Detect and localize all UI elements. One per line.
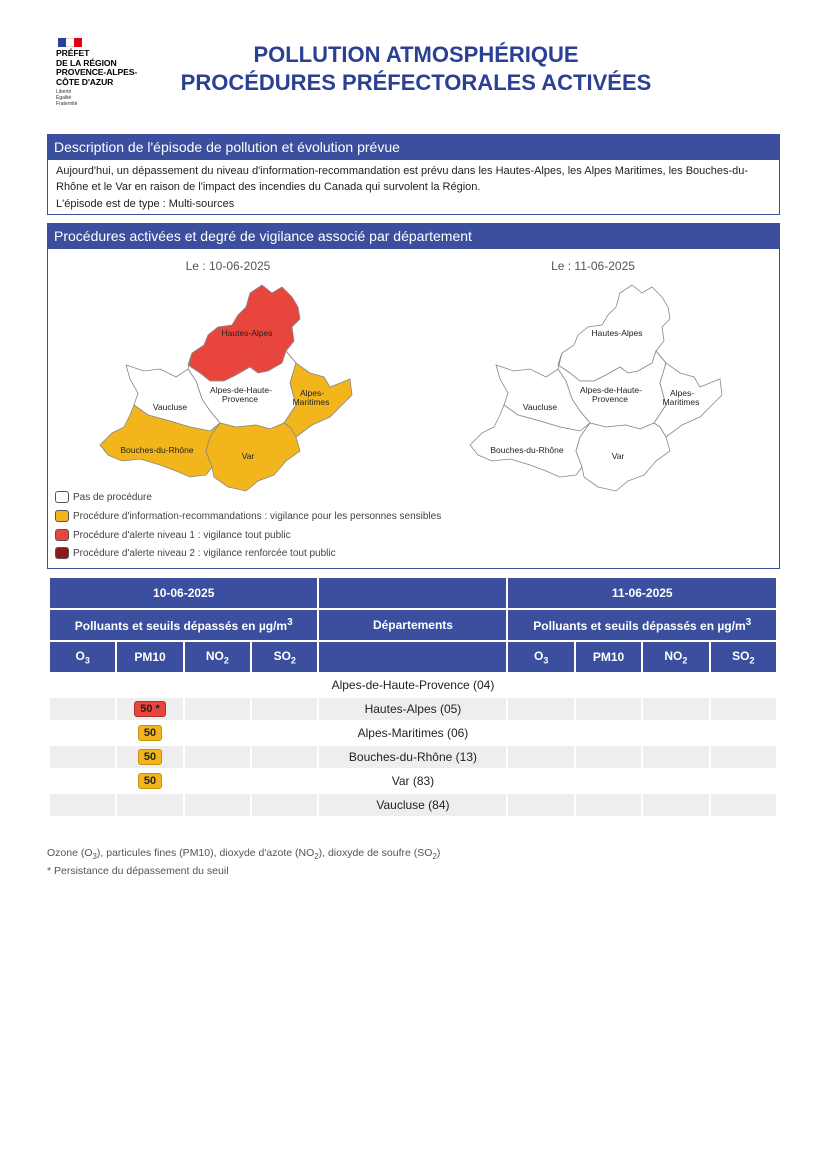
logo-line: CÔTE D'AZUR <box>56 76 114 87</box>
description-body <box>48 160 779 212</box>
col-label: O <box>75 648 85 663</box>
table-cell <box>508 698 573 720</box>
legend-item-info <box>55 508 441 524</box>
table-cell <box>508 746 573 768</box>
threshold-badge: 50 <box>138 773 162 789</box>
department-cell: Bouches-du-Rhône (13) <box>319 746 506 768</box>
legend-label: Procédure d'alerte niveau 1 : vigilance tout public <box>73 529 291 541</box>
table-row <box>50 698 776 720</box>
pollutants-header-text: Polluants et seuils dépassés en µg/m <box>74 619 288 633</box>
table-cell <box>643 722 708 744</box>
label-hautes-alpes: Hautes-Alpes <box>221 328 273 338</box>
date-header-left: 10-06-2025 <box>50 578 317 608</box>
pollutants-header-right <box>508 610 776 640</box>
col-label: PM10 <box>134 650 166 664</box>
departments-header: Départements <box>319 610 506 640</box>
col-label: SO <box>273 648 291 663</box>
label-hautes-alpes: Hautes-Alpes <box>591 328 643 338</box>
episode-type: L'épisode est de type : Multi-sources <box>56 198 235 210</box>
logo-line: PRÉFET <box>56 48 90 58</box>
foot-part: Ozone (O <box>47 847 93 859</box>
col-sub: 2 <box>290 655 296 666</box>
table-cell <box>711 698 776 720</box>
table-cell <box>50 746 115 768</box>
table-cell <box>185 746 250 768</box>
flag-red <box>74 38 82 47</box>
label-var: Var <box>611 451 625 461</box>
label-alpes-maritimes-2: Maritimes <box>292 397 330 407</box>
table-cell <box>117 746 182 768</box>
table-cell <box>643 674 708 696</box>
col-pm10 <box>576 642 641 672</box>
logo-line: DE LA RÉGION <box>56 57 117 68</box>
logo-motto <box>56 89 77 107</box>
col-sub: 2 <box>223 655 229 666</box>
table-cell <box>185 674 250 696</box>
table-row <box>50 746 776 768</box>
table-cell <box>643 746 708 768</box>
table-cell <box>576 770 641 792</box>
table-cell <box>576 746 641 768</box>
label-alpes-de-haute-provence-2: Provence <box>222 394 258 404</box>
legend-swatch <box>55 547 69 559</box>
table-cell <box>185 770 250 792</box>
flag-white <box>66 38 74 47</box>
pollutant-legend <box>47 846 440 864</box>
table-cell <box>508 722 573 744</box>
map-10-06 <box>60 255 400 500</box>
table-cell <box>576 674 641 696</box>
table-cell <box>117 794 182 816</box>
col-label: SO <box>732 648 750 663</box>
pollutants-header-sup: 3 <box>745 617 752 628</box>
label-alpes-maritimes-2: Maritimes <box>662 397 700 407</box>
col-sub: 3 <box>543 655 549 666</box>
table-row <box>50 770 776 792</box>
label-alpes-de-haute-provence-2: Provence <box>592 394 628 404</box>
department-cell: Var (83) <box>391 774 435 788</box>
table-cell <box>117 722 182 744</box>
table-cell <box>576 698 641 720</box>
description-section <box>47 134 780 215</box>
procedures-heading: Procédures activées et degré de vigilance associé par département <box>48 224 779 249</box>
pollutants-header-left <box>50 610 317 640</box>
description-heading: Description de l'épisode de pollution et évolution prévue <box>48 135 779 160</box>
col-sub: 2 <box>682 655 688 666</box>
table-cell <box>508 794 573 816</box>
foot-sub: 2 <box>432 852 437 862</box>
table-cell <box>117 770 182 792</box>
legend-item-none <box>55 489 152 505</box>
foot-sub: 3 <box>92 852 97 862</box>
map-date: Le : 10-06-2025 <box>185 259 271 273</box>
department-cell: Vaucluse (84) <box>319 794 506 816</box>
motto-line: Liberté <box>56 89 72 95</box>
map-date: Le : 11-06-2025 <box>551 259 635 273</box>
table-cell <box>576 722 641 744</box>
logo-line: PROVENCE-ALPES- <box>56 67 138 77</box>
department-cell: Hautes-Alpes (05) <box>319 698 506 720</box>
col-department <box>319 642 506 672</box>
table-cell <box>643 770 708 792</box>
col-so2 <box>711 642 776 672</box>
threshold-badge: 50 * <box>134 701 166 717</box>
table-cell <box>50 674 115 696</box>
pollution-table <box>48 576 778 818</box>
table-cell <box>711 746 776 768</box>
col-o3 <box>508 642 573 672</box>
table-cell <box>508 770 573 792</box>
foot-part: ), particules fines (PM10), dioxyde d'azote (NO <box>96 847 315 859</box>
threshold-badge: 50 <box>138 749 162 765</box>
department-cell: Alpes-Maritimes (06) <box>357 726 469 740</box>
table-cell <box>185 794 250 816</box>
table-cell <box>643 794 708 816</box>
table-cell <box>252 794 317 816</box>
empty-header <box>319 578 506 608</box>
motto-line: Égalité <box>56 95 72 101</box>
legend-swatch <box>55 510 69 522</box>
table-cell <box>117 698 182 720</box>
footnote <box>47 846 440 878</box>
legend-swatch <box>55 529 69 541</box>
table-row <box>50 722 776 744</box>
persistence-note: * Persistance du dépassement du seuil <box>47 865 229 878</box>
legend-label: Pas de procédure <box>73 491 152 503</box>
foot-sub: 2 <box>314 852 319 862</box>
col-no2 <box>643 642 708 672</box>
motto-line: Fraternité <box>56 101 78 107</box>
col-sub: 2 <box>749 655 755 666</box>
table-body <box>50 674 776 816</box>
col-label: NO <box>205 648 224 663</box>
table-cell <box>508 674 573 696</box>
table-cell <box>117 674 182 696</box>
table-cell <box>252 746 317 768</box>
table-row <box>50 794 776 816</box>
table-cell <box>643 698 708 720</box>
label-vaucluse: Vaucluse <box>522 402 558 412</box>
department-cell: Alpes-de-Haute-Provence (04) <box>331 678 495 692</box>
col-pm10 <box>117 642 182 672</box>
flag-blue <box>58 38 66 47</box>
page-title: POLLUTION ATMOSPHÉRIQUE <box>253 42 579 67</box>
table-cell <box>711 770 776 792</box>
table-cell <box>252 698 317 720</box>
col-sub: 3 <box>84 655 90 666</box>
page-subtitle: PROCÉDURES PRÉFECTORALES ACTIVÉES <box>180 70 652 95</box>
logo-text <box>56 49 137 87</box>
pollutants-header-text: Polluants et seuils dépassés en µg/m <box>533 619 746 633</box>
foot-part: ) <box>436 847 441 859</box>
table-cell <box>252 674 317 696</box>
table-cell <box>50 794 115 816</box>
prefecture-logo <box>54 38 164 110</box>
col-no2 <box>185 642 250 672</box>
legend-label: Procédure d'information-recommandations : vigilance pour les personnes sensibles <box>73 510 442 522</box>
date-header-right: 11-06-2025 <box>508 578 776 608</box>
table-cell <box>50 698 115 720</box>
col-label: NO <box>664 648 683 663</box>
pollutants-header-sup: 3 <box>287 617 293 628</box>
table-cell <box>711 722 776 744</box>
table-cell <box>50 722 115 744</box>
label-bouches-du-rhone: Bouches-du-Rhône <box>490 445 564 455</box>
table-cell <box>711 794 776 816</box>
col-label: PM10 <box>592 650 625 664</box>
map-11-06 <box>455 255 735 500</box>
col-so2 <box>252 642 317 672</box>
label-alpes-maritimes-1: Alpes- <box>669 388 695 398</box>
french-flag-icon <box>58 38 82 47</box>
table-cell <box>576 794 641 816</box>
label-alpes-de-haute-provence-1: Alpes-de-Haute- <box>210 385 272 395</box>
label-vaucluse: Vaucluse <box>152 402 188 412</box>
table-cell <box>252 770 317 792</box>
legend-label: Procédure d'alerte niveau 2 : vigilance renforcée tout public <box>73 547 336 559</box>
legend-item-alert-2 <box>55 545 336 561</box>
legend-swatch <box>55 491 69 503</box>
col-label: O <box>533 648 544 663</box>
foot-part: ), dioxyde de soufre (SO <box>318 847 433 859</box>
table-cell <box>185 698 250 720</box>
label-alpes-de-haute-provence-1: Alpes-de-Haute- <box>580 385 642 395</box>
description-text: Aujourd'hui, un dépassement du niveau d'information-recommandation est prévu dans les Hautes-Alpes, les Alpes Maritimes, les Bouches-du-Rhône et le Var en raison de l'impact des incendies du Canada qui survolent la Région. <box>56 165 749 193</box>
col-o3 <box>50 642 115 672</box>
table-cell <box>185 722 250 744</box>
threshold-badge: 50 <box>138 725 162 741</box>
label-var: Var <box>241 451 255 461</box>
table-cell <box>50 770 115 792</box>
legend-item-alert-1 <box>55 527 291 543</box>
table-row <box>50 674 776 696</box>
label-bouches-du-rhone: Bouches-du-Rhône <box>120 445 194 455</box>
table-cell <box>252 722 317 744</box>
label-alpes-maritimes-1: Alpes- <box>299 388 325 398</box>
table-cell <box>711 674 776 696</box>
